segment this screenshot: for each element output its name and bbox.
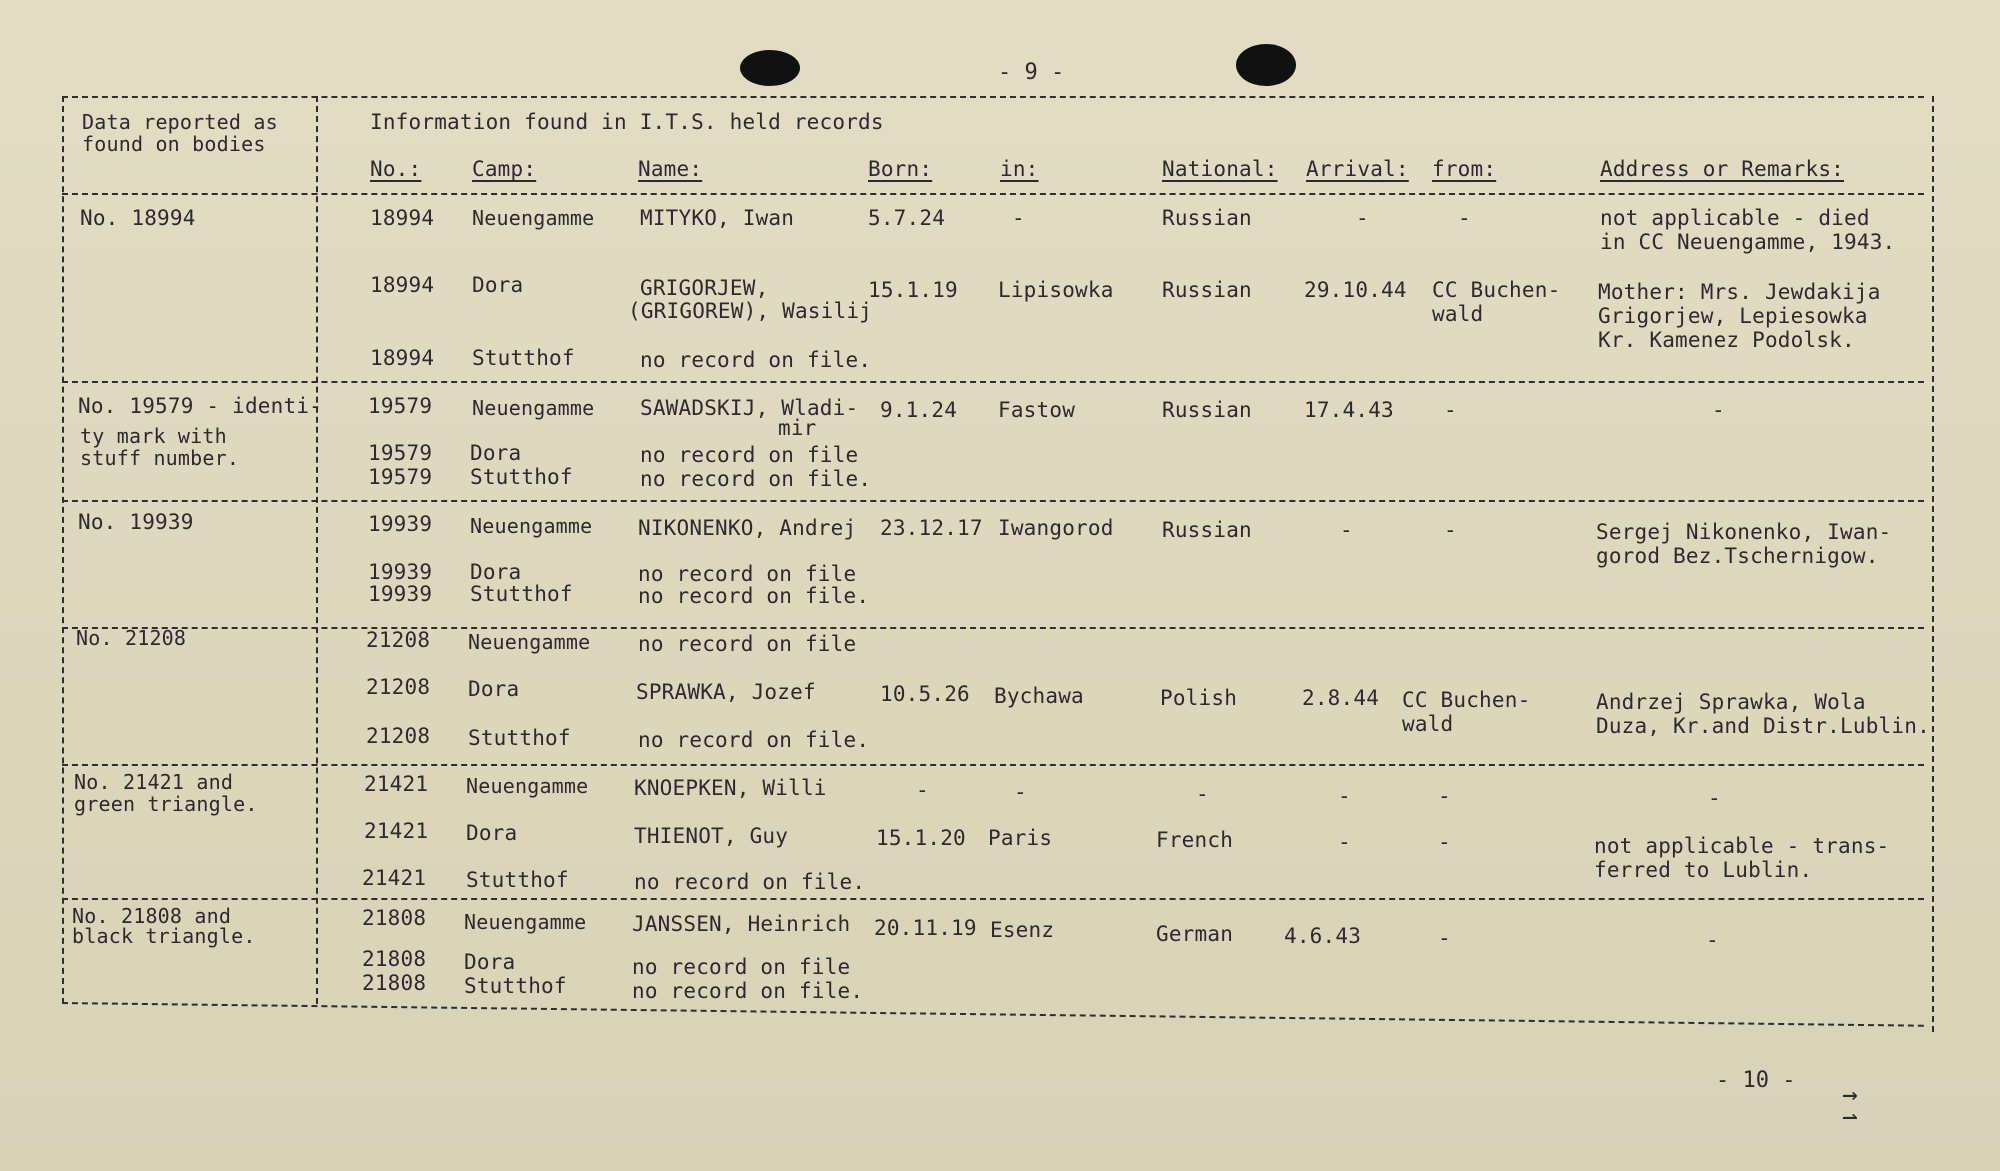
record-no: 21808 xyxy=(362,947,427,971)
record-name: (GRIGOREW), Wasilij xyxy=(628,299,873,323)
record-no: 21421 xyxy=(364,819,429,843)
record-arrival: - xyxy=(1338,784,1351,808)
record-no: 21808 xyxy=(362,971,427,995)
record-no: 21208 xyxy=(366,628,431,652)
record-no: 18994 xyxy=(370,346,435,370)
record-address: - xyxy=(1706,928,1719,952)
record-camp: Neuengamme xyxy=(470,514,593,538)
left-header-line-1: Data reported as xyxy=(82,110,278,134)
column-header-name: Name: xyxy=(638,157,703,181)
reported-item: No. 18994 xyxy=(80,206,196,230)
record-name: GRIGORJEW, xyxy=(640,276,769,300)
record-name: SAWADSKIJ, Wladi- xyxy=(640,396,859,420)
record-no: 19939 xyxy=(368,560,433,584)
record-in: - xyxy=(1012,206,1025,230)
column-header-in: in: xyxy=(1000,157,1039,181)
record-camp: Stutthof xyxy=(470,582,573,606)
record-from: - xyxy=(1444,518,1457,542)
record-born: 10.5.26 xyxy=(880,682,970,706)
record-national: Russian xyxy=(1162,518,1252,542)
group-rule-4 xyxy=(62,764,1924,766)
record-no: 18994 xyxy=(370,273,435,297)
record-from: - xyxy=(1458,206,1471,230)
table-left-rule xyxy=(62,96,64,1004)
record-born: 5.7.24 xyxy=(868,206,946,230)
column-header-address: Address or Remarks: xyxy=(1600,157,1845,181)
record-from: CC Buchen- xyxy=(1432,278,1561,302)
record-from: wald xyxy=(1402,712,1454,736)
record-no: 19579 xyxy=(368,394,433,418)
record-in: Esenz xyxy=(990,918,1055,942)
reported-item: green triangle. xyxy=(74,792,258,816)
record-born: 23.12.17 xyxy=(880,516,983,540)
record-name: no record on file. xyxy=(640,348,872,372)
record-address: Mother: Mrs. Jewdakija xyxy=(1598,280,1881,304)
record-national: Polish xyxy=(1160,686,1238,710)
record-address: not applicable - died xyxy=(1600,206,1870,230)
record-from: - xyxy=(1438,830,1451,854)
record-name: NIKONENKO, Andrej xyxy=(638,516,857,540)
record-name: no record on file. xyxy=(634,870,866,894)
record-camp: Stutthof xyxy=(472,346,575,370)
record-address: Andrzej Sprawka, Wola xyxy=(1596,690,1866,714)
record-national: German xyxy=(1156,922,1234,946)
table-right-rule xyxy=(1932,96,1934,1032)
record-camp: Dora xyxy=(464,950,516,974)
page-number-top: - 9 - xyxy=(998,60,1065,85)
record-no: 21421 xyxy=(364,772,429,796)
record-born: 15.1.20 xyxy=(876,826,966,850)
column-header-national: National: xyxy=(1162,157,1278,181)
record-arrival: 4.6.43 xyxy=(1284,924,1362,948)
record-national: Russian xyxy=(1162,398,1252,422)
record-name: no record on file xyxy=(638,562,857,586)
record-camp: Dora xyxy=(466,821,518,845)
record-arrival: - xyxy=(1340,518,1353,542)
record-no: 18994 xyxy=(370,206,435,230)
record-from: - xyxy=(1444,398,1457,422)
record-camp: Stutthof xyxy=(468,726,571,750)
page-number-bottom: - 10 - xyxy=(1716,1068,1796,1093)
record-address: - xyxy=(1708,786,1721,810)
ink-blot-left xyxy=(740,50,800,86)
reported-item: No. 19579 - identi- xyxy=(78,394,323,418)
record-arrival: 17.4.43 xyxy=(1304,398,1394,422)
record-from: - xyxy=(1438,926,1451,950)
record-address: ferred to Lublin. xyxy=(1594,858,1813,882)
record-address: not applicable - trans- xyxy=(1594,834,1890,858)
column-divider xyxy=(316,96,318,1004)
record-no: 21208 xyxy=(366,675,431,699)
record-no: 19579 xyxy=(368,441,433,465)
record-camp: Neuengamme xyxy=(464,910,587,934)
right-header: Information found in I.T.S. held records xyxy=(370,110,884,134)
record-camp: Neuengamme xyxy=(472,206,595,230)
record-name: MITYKO, Iwan xyxy=(640,206,795,230)
record-no: 21421 xyxy=(362,866,427,890)
group-rule-3 xyxy=(62,627,1924,629)
record-name: no record on file xyxy=(632,955,851,979)
record-born: 9.1.24 xyxy=(880,398,958,422)
record-no: 19939 xyxy=(368,582,433,606)
record-in: - xyxy=(1014,780,1027,804)
record-address: Duza, Kr.and Distr.Lublin. xyxy=(1596,714,1930,738)
record-national: French xyxy=(1156,828,1234,852)
record-from: - xyxy=(1438,784,1451,808)
record-in: Lipisowka xyxy=(998,278,1114,302)
record-name: mir xyxy=(778,416,817,440)
record-name: no record on file. xyxy=(640,467,872,491)
continuation-arrow-icon: → xyxy=(1842,1080,1858,1110)
column-header-born: Born: xyxy=(868,157,933,181)
ink-blot-right xyxy=(1236,44,1296,86)
record-name: THIENOT, Guy xyxy=(634,824,789,848)
record-camp: Dora xyxy=(472,273,524,297)
reported-item: stuff number. xyxy=(80,446,240,470)
reported-item: ty mark with xyxy=(80,424,227,448)
record-camp: Stutthof xyxy=(464,974,567,998)
record-camp: Dora xyxy=(470,441,522,465)
record-from: CC Buchen- xyxy=(1402,688,1531,712)
reported-item: No. 21208 xyxy=(76,626,187,650)
reported-item: black triangle. xyxy=(72,924,256,948)
column-header-camp: Camp: xyxy=(472,157,537,181)
record-national: Russian xyxy=(1162,278,1252,302)
record-arrival: - xyxy=(1356,206,1369,230)
record-arrival: 29.10.44 xyxy=(1304,278,1407,302)
record-in: Bychawa xyxy=(994,684,1084,708)
record-no: 19939 xyxy=(368,512,433,536)
record-in: Fastow xyxy=(998,398,1076,422)
record-address: Sergej Nikonenko, Iwan- xyxy=(1596,520,1892,544)
record-address: Grigorjew, Lepiesowka xyxy=(1598,304,1868,328)
record-national: - xyxy=(1196,782,1209,806)
group-rule-1 xyxy=(62,381,1924,383)
column-header-no: No.: xyxy=(370,157,422,181)
record-name: KNOEPKEN, Willi xyxy=(634,776,827,800)
record-name: SPRAWKA, Jozef xyxy=(636,680,816,704)
record-in: Paris xyxy=(988,826,1053,850)
record-name: no record on file. xyxy=(638,584,870,608)
record-camp: Neuengamme xyxy=(466,774,589,798)
record-address: gorod Bez.Tschernigow. xyxy=(1596,544,1879,568)
record-camp: Dora xyxy=(468,677,520,701)
record-camp: Neuengamme xyxy=(468,630,591,654)
left-header-line-2: found on bodies xyxy=(82,132,266,156)
record-born: - xyxy=(916,778,929,802)
continuation-arrow-icon: ⇀ xyxy=(1842,1102,1858,1132)
reported-item: No. 21421 and xyxy=(74,770,234,794)
record-no: 21208 xyxy=(366,724,431,748)
record-born: 15.1.19 xyxy=(868,278,958,302)
record-address: - xyxy=(1712,398,1725,422)
record-address: in CC Neuengamme, 1943. xyxy=(1600,230,1896,254)
record-camp: Stutthof xyxy=(466,868,569,892)
table-top-rule xyxy=(62,96,1924,98)
record-from: wald xyxy=(1432,302,1484,326)
group-rule-2 xyxy=(62,500,1924,502)
record-no: 21808 xyxy=(362,906,427,930)
record-no: 19579 xyxy=(368,465,433,489)
group-rule-5 xyxy=(62,898,1924,900)
record-name: no record on file. xyxy=(632,979,864,1003)
record-name: no record on file xyxy=(640,443,859,467)
record-name: no record on file. xyxy=(638,728,870,752)
record-national: Russian xyxy=(1162,206,1252,230)
record-address: Kr. Kamenez Podolsk. xyxy=(1598,328,1855,352)
record-camp: Stutthof xyxy=(470,465,573,489)
record-arrival: - xyxy=(1338,830,1351,854)
column-header-from: from: xyxy=(1432,157,1497,181)
record-in: Iwangorod xyxy=(998,516,1114,540)
record-name: no record on file xyxy=(638,632,857,656)
column-header-arrival: Arrival: xyxy=(1306,157,1409,181)
record-camp: Neuengamme xyxy=(472,396,595,420)
record-camp: Dora xyxy=(470,560,522,584)
record-arrival: 2.8.44 xyxy=(1302,686,1380,710)
reported-item: No. 21808 and xyxy=(72,904,232,928)
record-name: JANSSEN, Heinrich xyxy=(632,912,851,936)
reported-item: No. 19939 xyxy=(78,510,194,534)
record-born: 20.11.19 xyxy=(874,916,977,940)
header-rule xyxy=(62,193,1924,195)
